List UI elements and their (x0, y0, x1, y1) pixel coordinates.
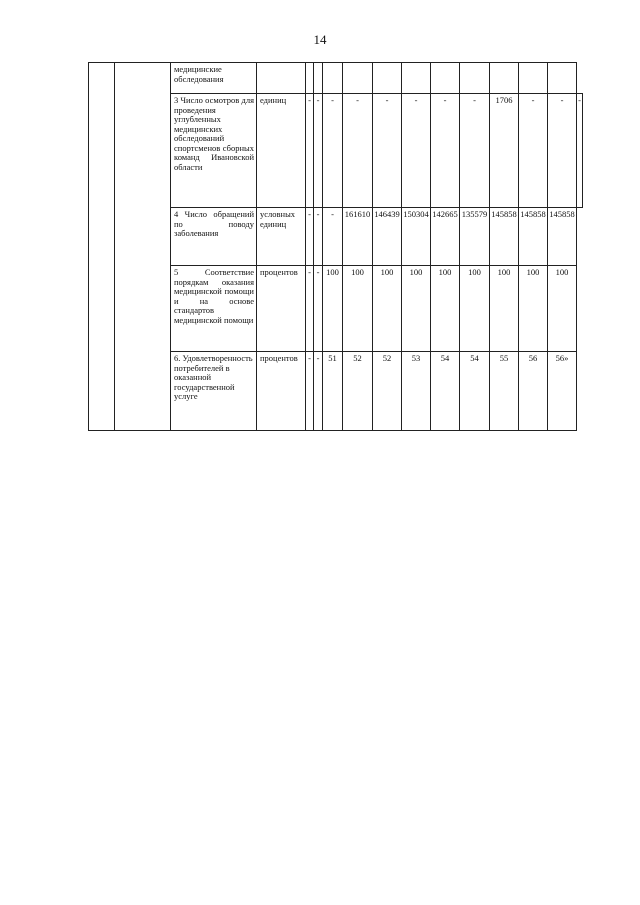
indicator-unit: процентов (257, 352, 306, 431)
indicator-name: 4 Число обращений по поводу заболевания (171, 208, 257, 266)
cell: - (306, 352, 314, 431)
cell: 1706 (490, 94, 519, 208)
cell: 150304 (402, 208, 431, 266)
cell: - (306, 208, 314, 266)
cell: 145858 (548, 208, 577, 266)
cell: 52 (343, 352, 373, 431)
cell: 100 (519, 266, 548, 352)
col-empty-2 (115, 63, 171, 431)
cell: 135579 (460, 208, 490, 266)
indicator-unit: условных единиц (257, 208, 306, 266)
cell (490, 63, 519, 94)
cell (402, 63, 431, 94)
cell: 54 (431, 352, 460, 431)
col-empty-1 (89, 63, 115, 431)
cell: 53 (402, 352, 431, 431)
cell: 51 (323, 352, 343, 431)
cell (460, 63, 490, 94)
cell: 161610 (343, 208, 373, 266)
cell: - (519, 94, 548, 208)
cell: 55 (490, 352, 519, 431)
cell: - (314, 94, 323, 208)
cell (431, 63, 460, 94)
cell: - (314, 208, 323, 266)
cell: 52 (373, 352, 402, 431)
cell: - (431, 94, 460, 208)
indicator-name: медицинские обследования (171, 63, 257, 94)
cell (323, 63, 343, 94)
cell: - (306, 266, 314, 352)
indicators-table (88, 62, 583, 431)
cell: - (343, 94, 373, 208)
cell: - (323, 94, 343, 208)
indicator-unit: единиц (257, 94, 306, 208)
cell: 145858 (490, 208, 519, 266)
cell (373, 63, 402, 94)
cell: - (548, 94, 577, 208)
cell: - (373, 94, 402, 208)
cell: 145858 (519, 208, 548, 266)
cell (548, 63, 577, 94)
indicator-unit: процентов (257, 266, 306, 352)
cell: - (306, 94, 314, 208)
cell (519, 63, 548, 94)
cell: 56» (548, 352, 577, 431)
cell: - (402, 94, 431, 208)
cell: - (460, 94, 490, 208)
cell: 56 (519, 352, 548, 431)
cell: 100 (343, 266, 373, 352)
cell: - (577, 94, 583, 208)
cell: 100 (490, 266, 519, 352)
cell: 146439 (373, 208, 402, 266)
cell: 100 (373, 266, 402, 352)
indicator-unit (257, 63, 306, 94)
cell: 100 (431, 266, 460, 352)
cell: - (314, 352, 323, 431)
cell: - (323, 208, 343, 266)
indicator-name: 6. Удовлетворенность потребителей в оказанной государственной услуге (171, 352, 257, 431)
page-number: 14 (313, 32, 327, 47)
cell: 142665 (431, 208, 460, 266)
cell (306, 63, 314, 94)
indicator-name: 5 Соответствие порядкам оказания медицинской помощи и на основе стандартов медицинской помощи (171, 266, 257, 352)
indicator-name: 3 Число осмотров для проведения углубленных медицинских обследований спортсменов сборных команд Ивановской области (171, 94, 257, 208)
cell (343, 63, 373, 94)
cell: 100 (460, 266, 490, 352)
cell: - (314, 266, 323, 352)
cell: 100 (323, 266, 343, 352)
table-row (89, 63, 583, 94)
cell (314, 63, 323, 94)
cell: 54 (460, 352, 490, 431)
cell: 100 (548, 266, 577, 352)
cell: 100 (402, 266, 431, 352)
